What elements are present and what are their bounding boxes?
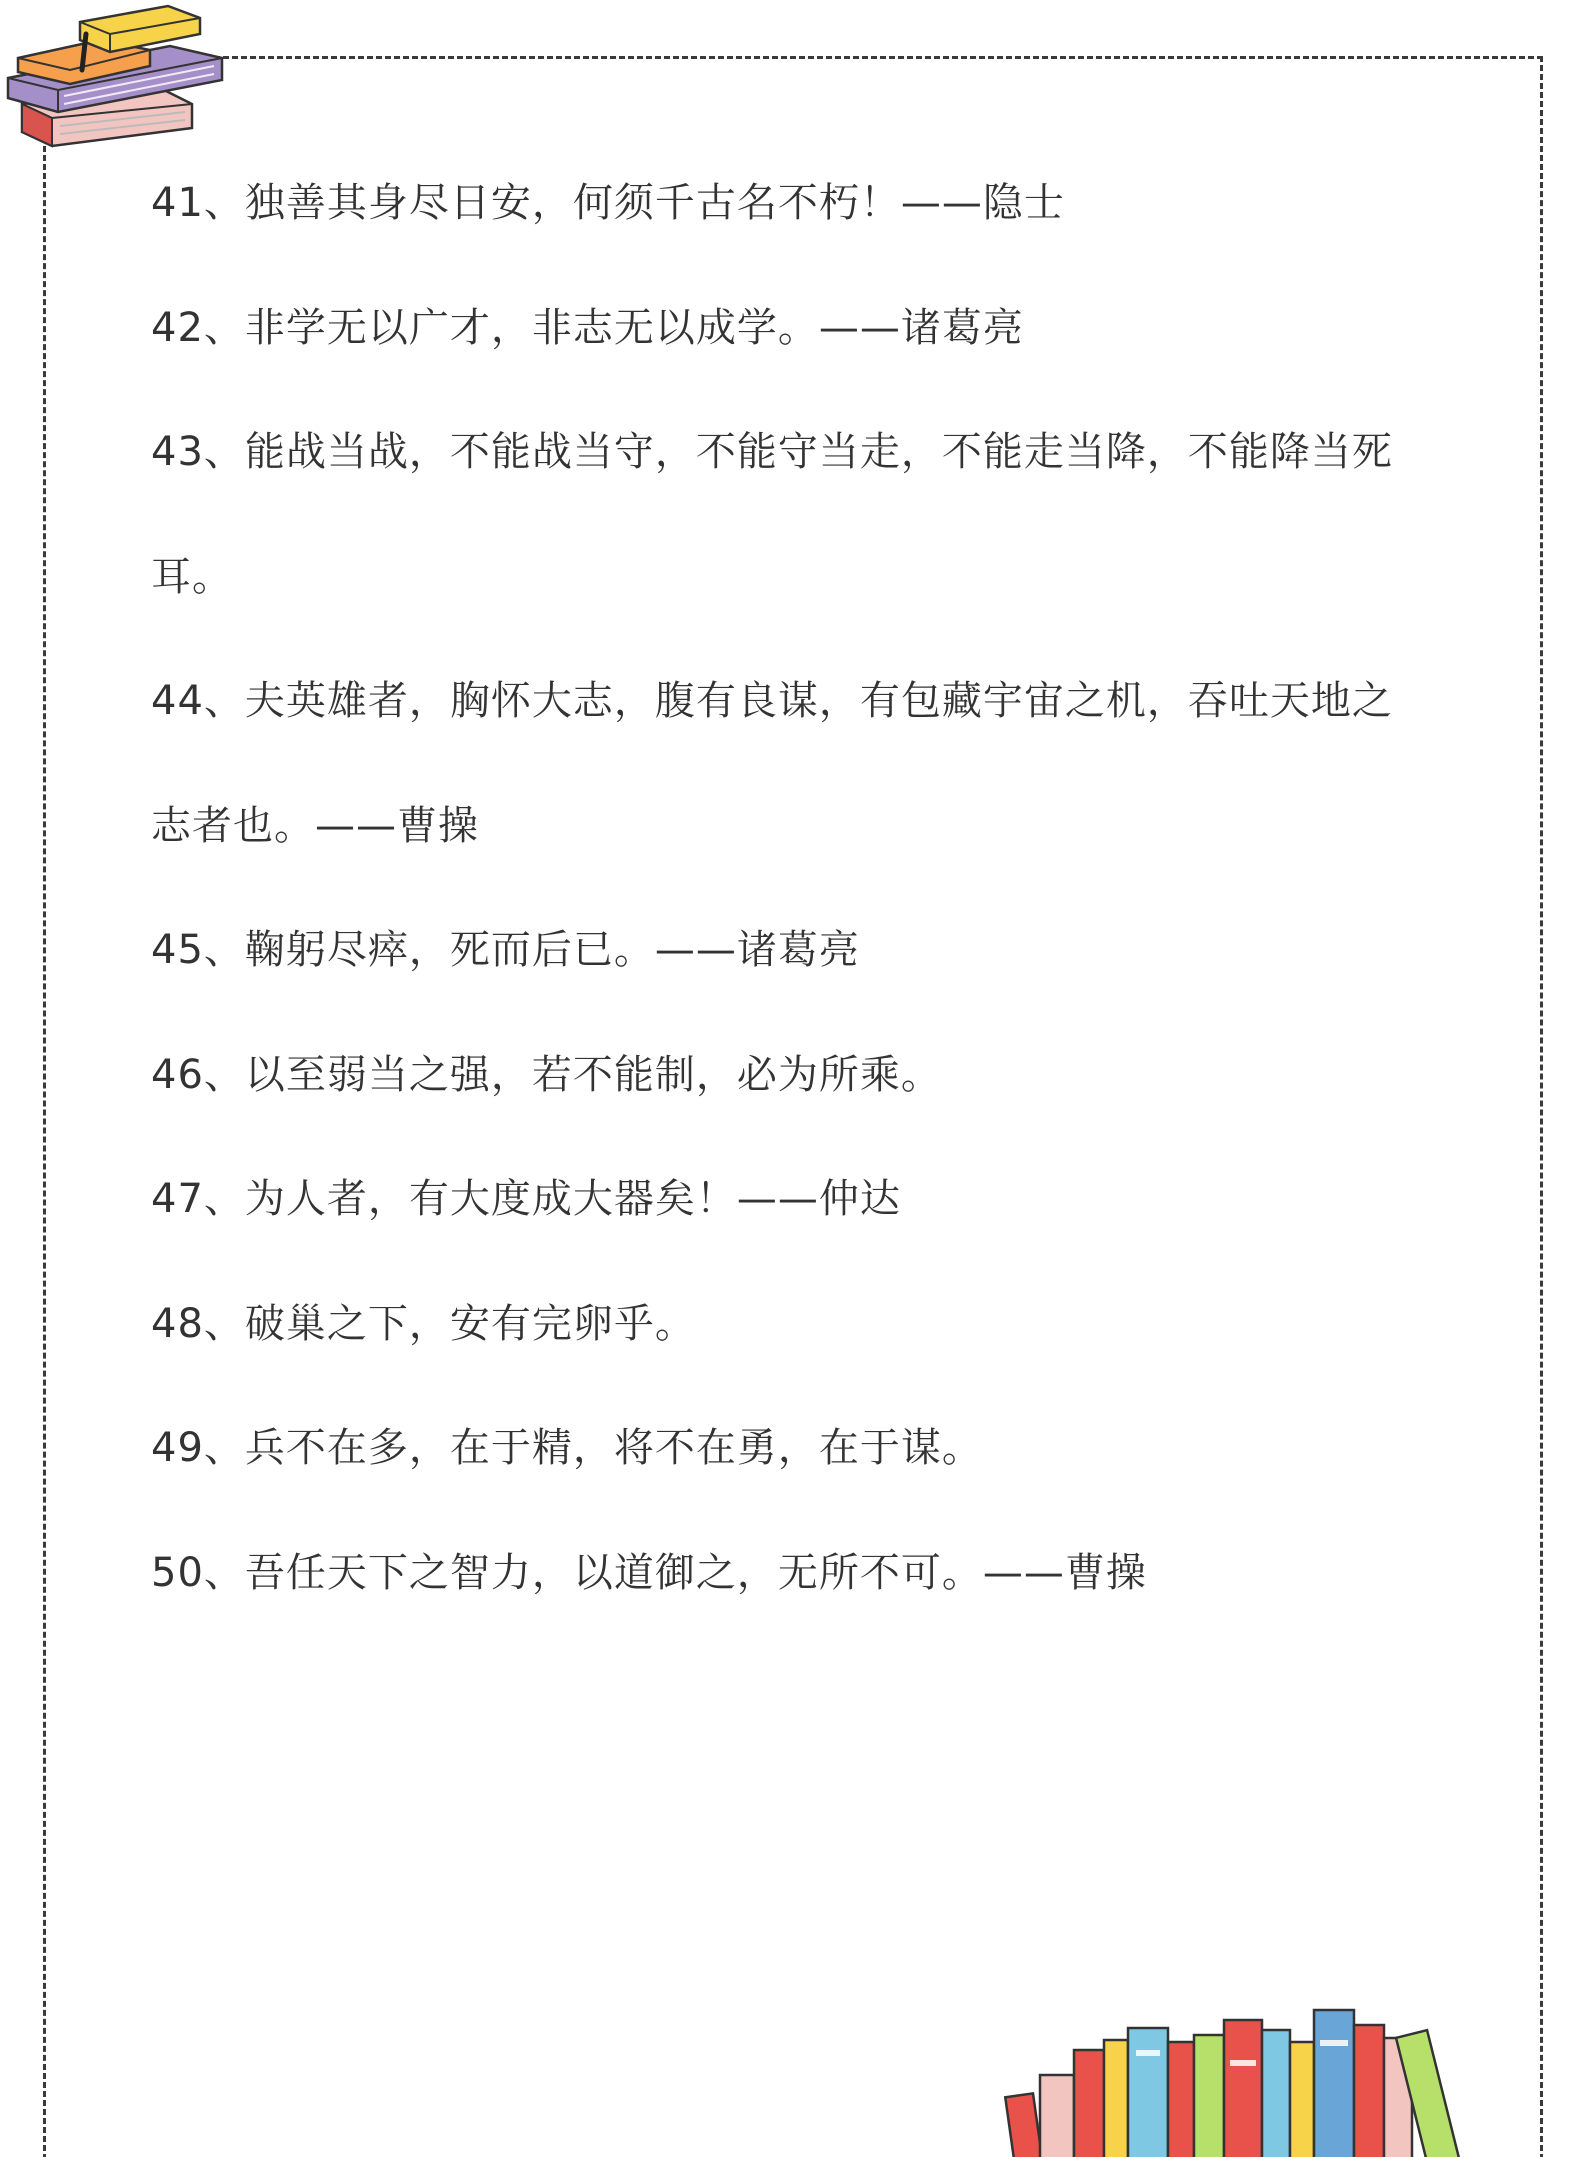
quote-line: 43、能战当战，不能战当守，不能守当走，不能走当降，不能降当死 [151, 429, 1393, 475]
quote-list [151, 178, 1471, 1672]
quote-line: 50、吾任天下之智力，以道御之，无所不可。——曹操 [151, 1549, 1147, 1596]
quote-line: 45、鞠躬尽瘁，死而后已。——诸葛亮 [151, 927, 860, 973]
quote-line: 41、独善其身尽日安，何须千古名不朽！——隐士 [151, 180, 1065, 226]
bookshelf-books-icon [970, 1980, 1587, 2157]
quote-line: 志者也。——曹操 [151, 802, 479, 849]
quote-line: 44、夫英雄者，胸怀大志，腹有良谋，有包藏宇宙之机，吞吐天地之 [151, 678, 1393, 724]
quote-line: 49、兵不在多，在于精，将不在勇，在于谋。 [151, 1425, 983, 1471]
quote-line: 42、非学无以广才，非志无以成学。——诸葛亮 [151, 304, 1024, 351]
stack-of-books-icon [0, 0, 240, 160]
quote-line: 47、为人者，有大度成大器矣！——仲达 [151, 1176, 901, 1222]
quote-line: 耳。 [151, 553, 233, 600]
quote-line: 46、以至弱当之强，若不能制，必为所乘。 [151, 1051, 942, 1098]
quote-line: 48、破巢之下，安有完卵乎。 [151, 1300, 696, 1347]
